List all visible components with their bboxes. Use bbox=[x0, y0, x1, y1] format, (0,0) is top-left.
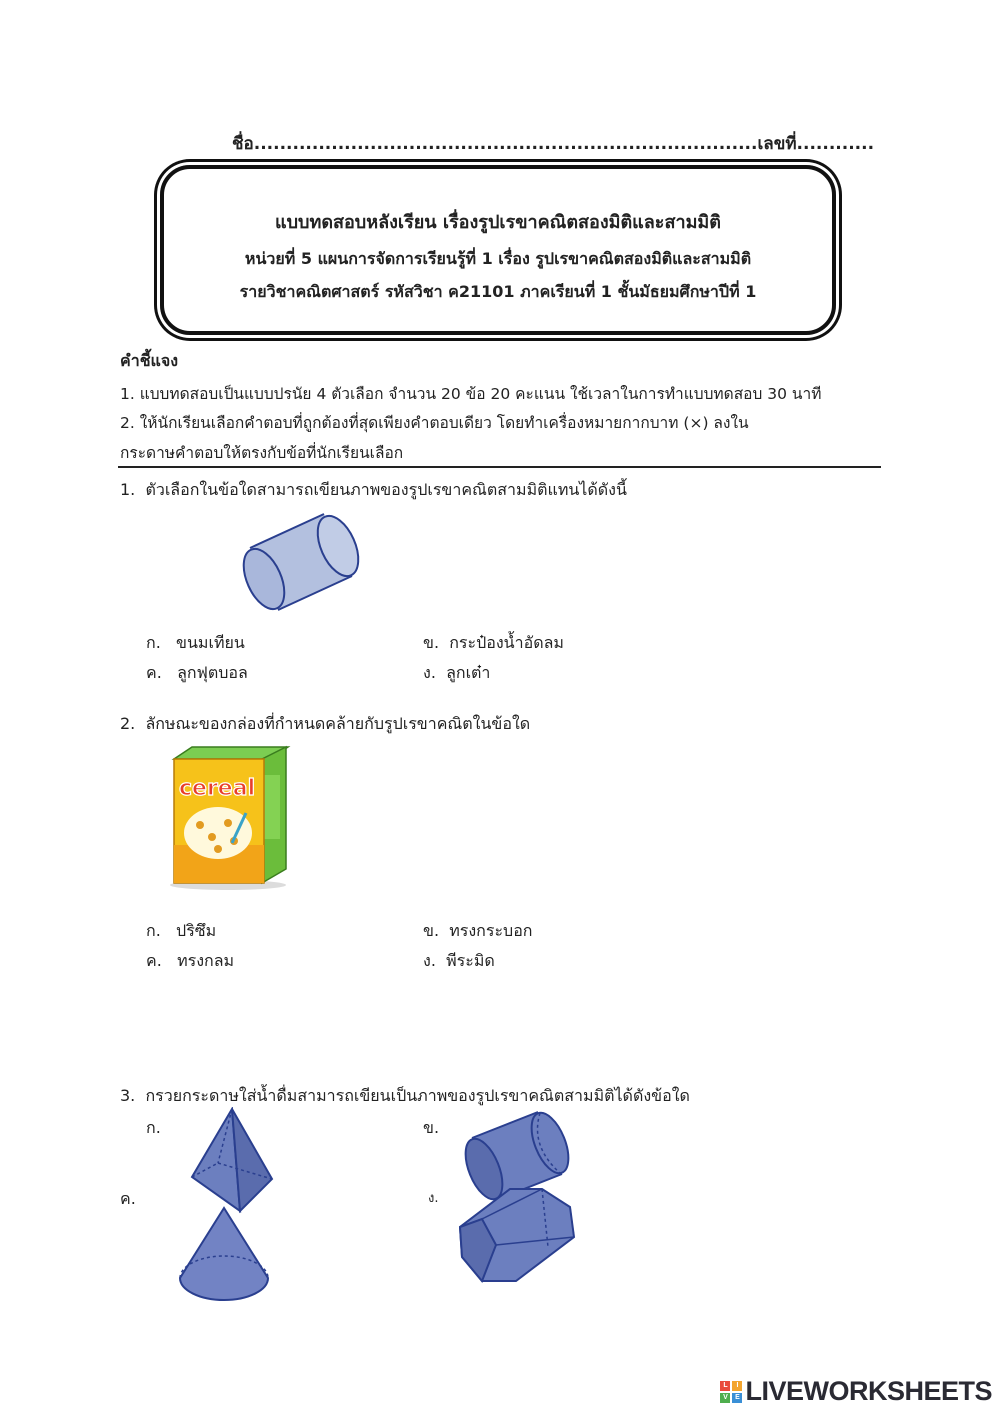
question-number: 1. bbox=[120, 480, 136, 499]
title-line-3: รายวิชาคณิตศาสตร์ รหัสวิชา ค21101 ภาคเรียนที่ 1 ชั้นมัธยมศึกษาปีที่ 1 bbox=[239, 282, 757, 301]
option-text: ทรงกลม bbox=[177, 951, 235, 970]
name-line bbox=[232, 130, 874, 157]
q3-option-c[interactable]: ค. bbox=[120, 1189, 136, 1208]
name-dots[interactable]: .............................................................................. bbox=[253, 134, 758, 154]
option-letter: ก. bbox=[146, 633, 161, 652]
question-3 bbox=[120, 1084, 690, 1109]
option-letter: ค. bbox=[146, 951, 162, 970]
option-text: พีระมิด bbox=[446, 951, 495, 970]
q1-option-b[interactable] bbox=[423, 631, 564, 656]
question-number: 2. bbox=[120, 714, 136, 733]
name-label: ชื่อ bbox=[232, 134, 254, 154]
logo-letter: V bbox=[720, 1393, 730, 1403]
q2-option-b[interactable] bbox=[423, 919, 532, 944]
option-letter: ง. bbox=[423, 663, 436, 682]
option-text: ทรงกระบอก bbox=[449, 921, 533, 940]
question-2 bbox=[120, 712, 530, 737]
q3-option-b[interactable]: ข. bbox=[423, 1118, 440, 1137]
question-number: 3. bbox=[120, 1086, 136, 1105]
option-letter: ข. bbox=[423, 633, 440, 652]
divider bbox=[118, 466, 881, 468]
option-text: ปริซึม bbox=[176, 921, 217, 940]
title-line-2: หน่วยที่ 5 แผนการจัดการเรียนรู้ที่ 1 เรื่อง รูปเรขาคณิตสองมิติและสามมิติ bbox=[244, 249, 752, 268]
q3-option-a[interactable]: ก. bbox=[146, 1118, 161, 1137]
number-label: เลขที่ bbox=[757, 134, 797, 154]
title-box bbox=[160, 165, 836, 335]
option-letter: ค. bbox=[146, 663, 162, 682]
cereal-box-label: cereal bbox=[179, 776, 256, 801]
logo-grid-icon bbox=[720, 1381, 742, 1403]
logo-letter: I bbox=[732, 1381, 742, 1391]
question-1 bbox=[120, 478, 627, 503]
q1-option-d[interactable] bbox=[423, 661, 490, 686]
liveworksheets-logo[interactable] bbox=[720, 1376, 992, 1407]
q2-option-c[interactable] bbox=[146, 949, 234, 974]
option-letter: ข. bbox=[423, 921, 440, 940]
option-text: กระป๋องน้ำอัดลม bbox=[449, 633, 564, 652]
instruction-1: 1. แบบทดสอบเป็นแบบปรนัย 4 ตัวเลือก จำนวน 20 ข้อ 20 คะแนน ใช้เวลาในการทำแบบทดสอบ 30 นาที bbox=[120, 385, 822, 403]
q1-option-c[interactable] bbox=[146, 661, 248, 686]
option-text: ลูกฟุตบอล bbox=[177, 663, 248, 682]
option-text: ลูกเต๋า bbox=[446, 663, 491, 682]
cone-image bbox=[176, 1206, 272, 1304]
brand-name: LIVEWORKSHEETS bbox=[745, 1376, 992, 1406]
q2-option-a[interactable] bbox=[146, 919, 216, 944]
question-text: กรวยกระดาษใส่น้ำดื่มสามารถเขียนเป็นภาพของรูปเรขาคณิตสามมิติได้ดังข้อใด bbox=[145, 1086, 690, 1105]
q1-option-a[interactable] bbox=[146, 631, 245, 656]
q2-option-d[interactable] bbox=[423, 949, 495, 974]
number-dots[interactable]: ............ bbox=[796, 134, 875, 154]
option-letter: ก. bbox=[146, 921, 161, 940]
instruction-2a: 2. ให้นักเรียนเลือกคำตอบที่ถูกต้องที่สุดเพียงคำตอบเดียว โดยทำเครื่องหมายกากบาท (×) ลงใน bbox=[120, 414, 749, 432]
logo-letter: E bbox=[732, 1393, 742, 1403]
pyramid-image bbox=[188, 1107, 278, 1217]
hexagonal-prism-image bbox=[456, 1185, 580, 1285]
option-text: ขนมเทียน bbox=[176, 633, 245, 652]
instructions-heading: คำชี้แจง bbox=[120, 351, 179, 370]
option-letter: ง. bbox=[423, 951, 436, 970]
question-text: ลักษณะของกล่องที่กำหนดคล้ายกับรูปเรขาคณิตในข้อใด bbox=[145, 714, 531, 733]
logo-letter: L bbox=[720, 1381, 730, 1391]
cylinder-image bbox=[214, 508, 364, 616]
instruction-2b: กระดาษคำตอบให้ตรงกับข้อที่นักเรียนเลือก bbox=[120, 444, 404, 462]
title-line-1: แบบทดสอบหลังเรียน เรื่องรูปเรขาคณิตสองมิติและสามมิติ bbox=[275, 212, 721, 233]
q3-option-d[interactable]: ง. bbox=[428, 1191, 439, 1206]
question-text: ตัวเลือกในข้อใดสามารถเขียนภาพของรูปเรขาคณิตสามมิติแทนได้ดังนี้ bbox=[145, 480, 627, 499]
cereal-box-image bbox=[166, 745, 292, 893]
